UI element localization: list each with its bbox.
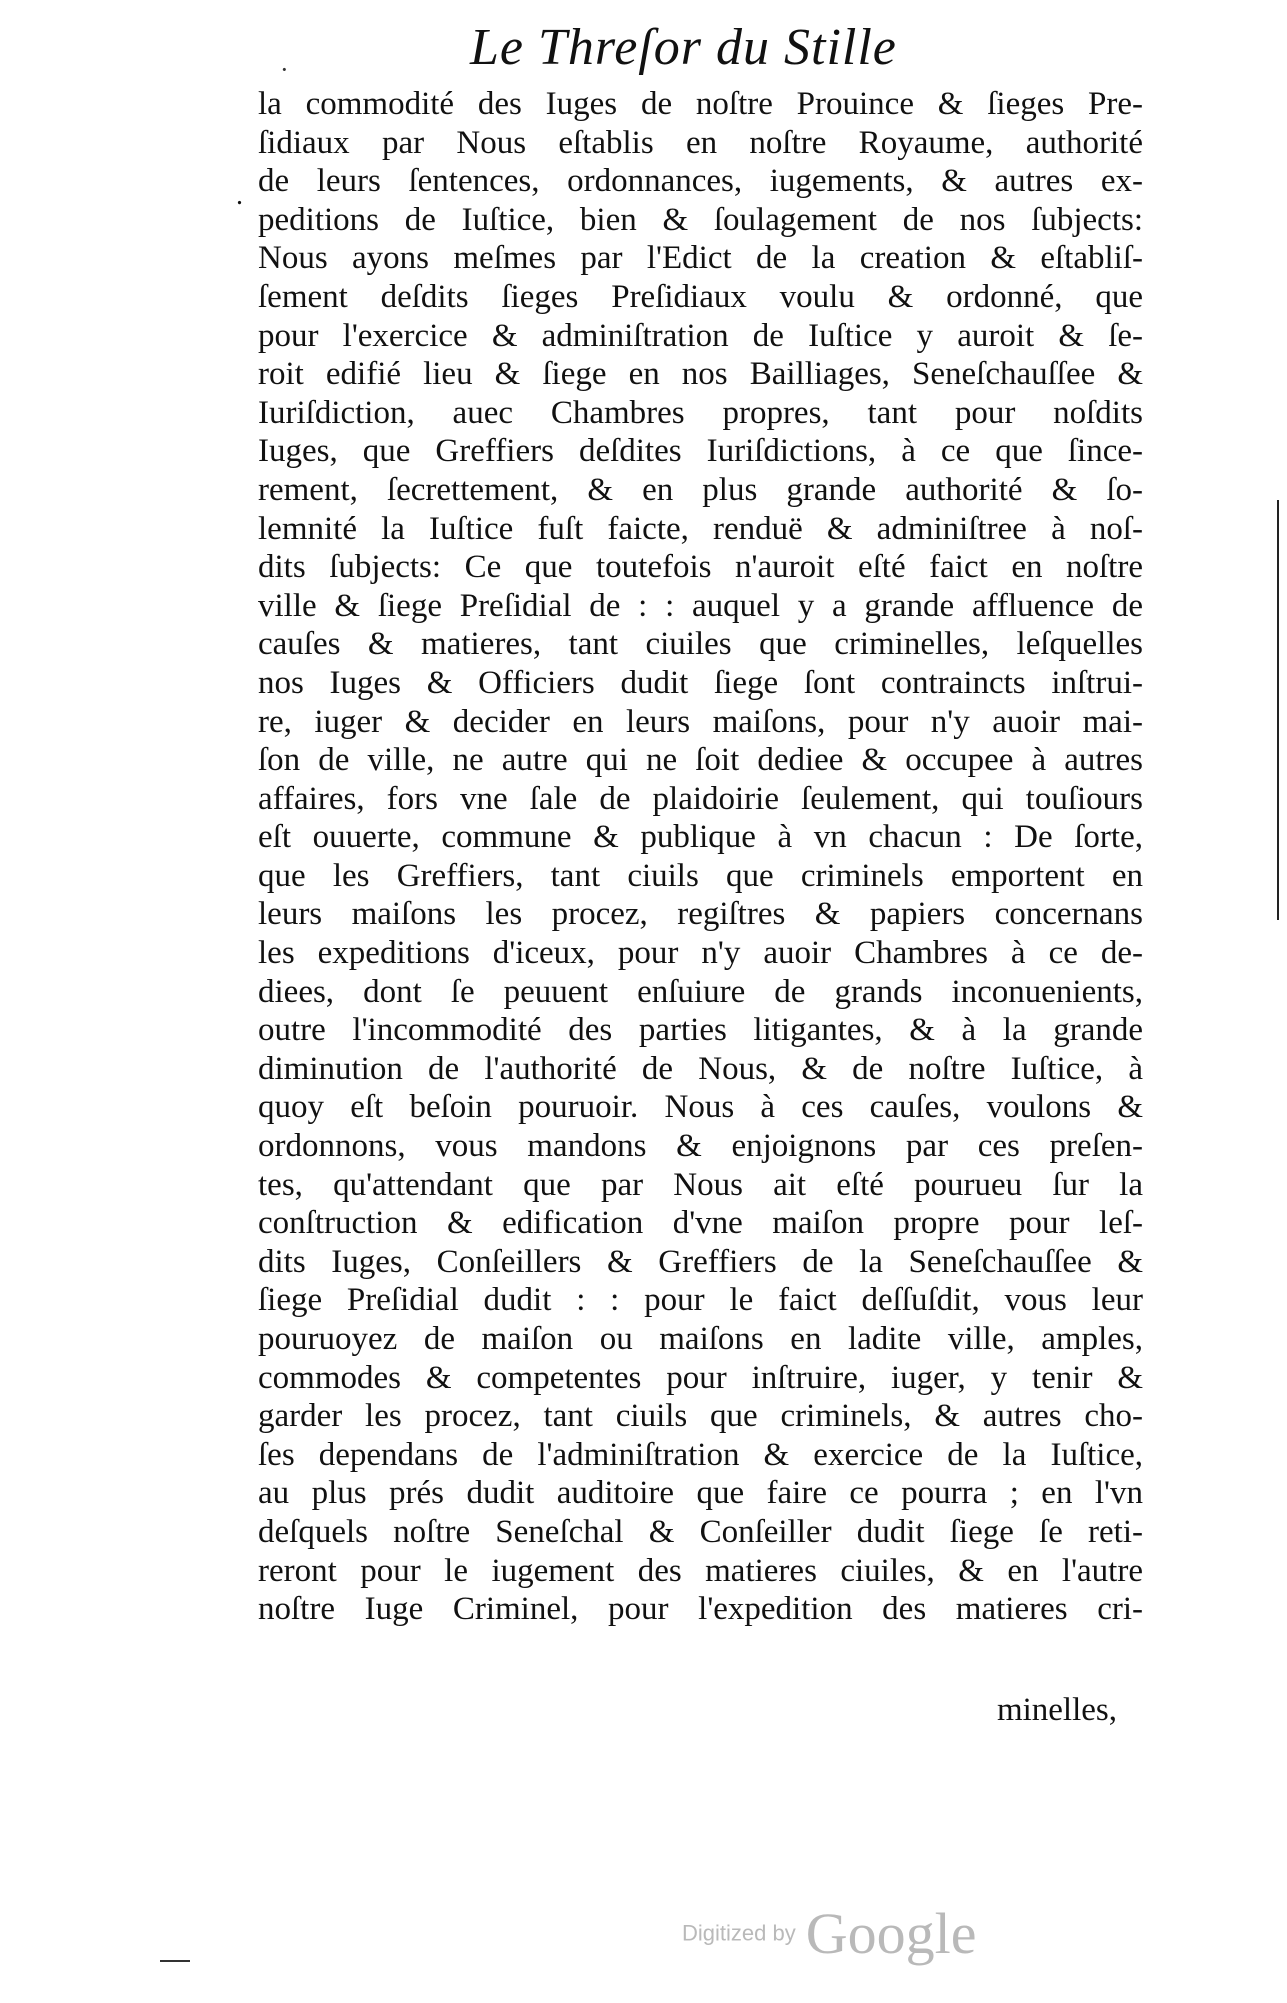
running-head: Le Threſor du Stille [470,19,897,76]
watermark-brand: Google [805,1901,977,1966]
text-line: noſtre Iuge Criminel, pour l'expedition des matieres cri- [258,1591,1143,1628]
text-line: peditions de Iuſtice, bien & ſoulagement de nos ſubjects: [258,201,1143,238]
head-ornament-mark: · [280,55,289,84]
text-line: leurs maiſons les procez, regiſtres & papiers concernans [258,896,1143,933]
text-line: au plus prés dudit auditoire que faire ce pourra ; en l'vn [258,1475,1143,1512]
body-text [258,85,1143,1629]
text-line: eſt ouuerte, commune & publique à vn chacun : De ſorte, [258,819,1143,856]
text-line: conſtruction & edification d'vne maiſon propre pour leſ- [258,1205,1143,1242]
text-line: les expeditions d'iceux, pour n'y auoir Chambres à ce de- [258,935,1143,972]
text-line: outre l'incommodité des parties litigantes, & à la grande [258,1012,1143,1049]
text-line: de leurs ſentences, ordonnances, iugements, & autres ex- [258,163,1143,200]
text-line: ſes dependans de l'adminiſtration & exercice de la Iuſtice, [258,1436,1143,1473]
text-line: ville & ſiege Preſidial de : : auquel y a grande affluence de [258,587,1143,624]
text-line: ſidiaux par Nous eſtablis en noſtre Royaume, authorité [258,124,1143,161]
text-line: diminution de l'authorité de Nous, & de noſtre Iuſtice, à [258,1050,1143,1087]
text-line: ſement deſdits ſieges Preſidiaux voulu & ordonné, que [258,278,1143,315]
text-line: ſon de ville, ne autre qui ne ſoit dediee & occupee à autres [258,742,1143,779]
text-line: roit edifié lieu & ſiege en nos Bailliages, Seneſchauſſee & [258,356,1143,393]
text-line: cauſes & matieres, tant ciuiles que criminelles, leſquelles [258,626,1143,663]
margin-mark: . [236,180,243,211]
text-line: Iuriſdiction, auec Chambres propres, tant pour noſdits [258,394,1143,431]
text-line: pour l'exercice & adminiſtration de Iuſtice y auroit & ſe- [258,317,1143,354]
page-edge-rule [1277,500,1279,920]
text-line: que les Greffiers, tant ciuils que criminels emportent en [258,857,1143,894]
text-line: la commodité des Iuges de noſtre Prouince & ſieges Pre- [258,86,1143,122]
text-line: quoy eſt beſoin pouruoir. Nous à ces cauſes, voulons & [258,1089,1143,1126]
watermark-prefix: Digitized by [682,1920,796,1946]
text-line: re, iuger & decider en leurs maiſons, pour n'y auoir mai- [258,703,1143,740]
text-line: ſiege Preſidial dudit : : pour le faict deſſuſdit, vous leur [258,1282,1143,1319]
text-line: deſquels noſtre Seneſchal & Conſeiller dudit ſiege ſe reti- [258,1513,1143,1550]
text-line: tes, qu'attendant que par Nous ait eſté pourueu ſur la [258,1166,1143,1203]
text-line: diees, dont ſe peuuent enſuiure de grands inconuenients, [258,973,1143,1010]
digitized-watermark [682,1900,976,1967]
text-line: garder les procez, tant ciuils que criminels, & autres cho- [258,1398,1143,1435]
text-line: commodes & competentes pour inſtruire, iuger, y tenir & [258,1359,1143,1396]
catchword: minelles, [996,1692,1117,1728]
text-line: dits Iuges, Conſeillers & Greffiers de la Seneſchauſſee & [258,1243,1143,1280]
text-line: nos Iuges & Officiers dudit ſiege ſont contraincts inſtrui- [258,664,1143,701]
text-line: Nous ayons meſmes par l'Edict de la creation & eſtabliſ- [258,240,1143,277]
text-line: affaires, fors vne ſale de plaidoirie ſeulement, qui touſiours [258,780,1143,817]
text-line: Iuges, que Greffiers deſdites Iuriſdictions, à ce que ſince- [258,433,1143,470]
text-line: rement, ſecrettement, & en plus grande authorité & ſo- [258,471,1143,508]
text-line: reront pour le iugement des matieres ciuiles, & en l'autre [258,1552,1143,1589]
bottom-mark [160,1960,190,1962]
text-line: ordonnons, vous mandons & enjoignons par ces preſen- [258,1128,1143,1165]
text-line: dits ſubjects: Ce que toutefois n'auroit eſté faict en noſtre [258,549,1143,586]
text-line: lemnité la Iuſtice fuſt faicte, renduë & adminiſtree à noſ- [258,510,1143,547]
text-line: pouruoyez de maiſon ou maiſons en ladite ville, amples, [258,1321,1143,1357]
